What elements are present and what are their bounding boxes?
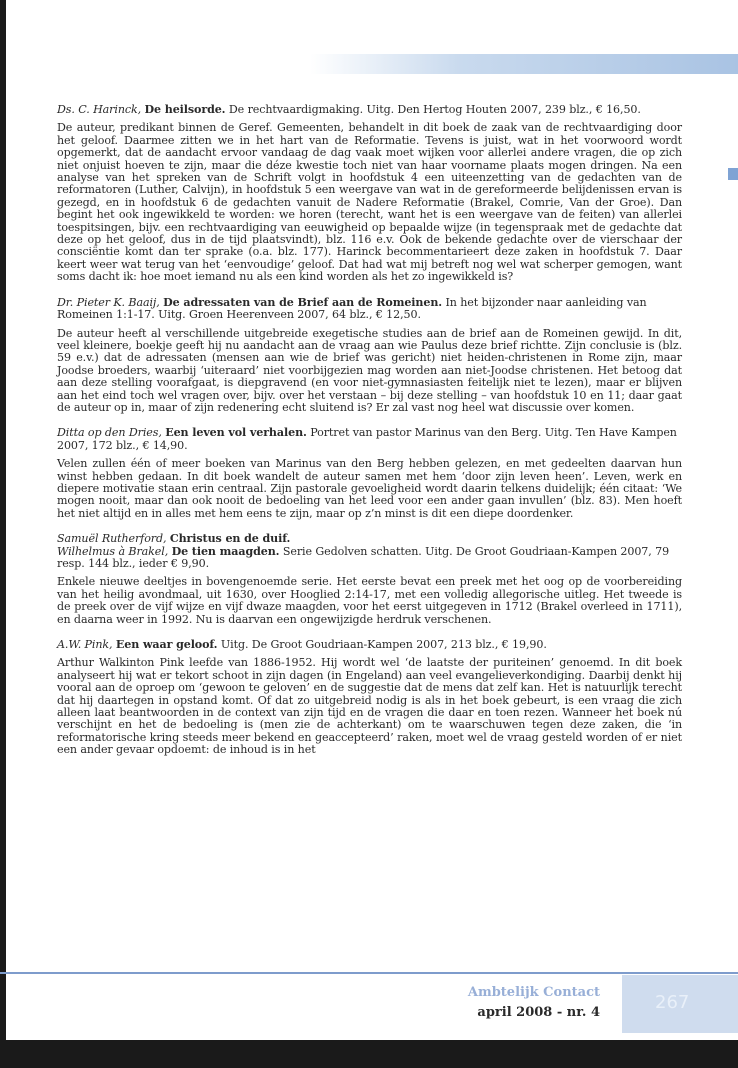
review-title: Een waar geloof. [115,638,218,652]
review-details: In het bijzonder naar aanleiding van Romeinen 1:1-17. Uitg. Groen Heerenveen 2007, 64 blz., € 12,50. [57,295,647,322]
review-author: Wilhelmus à Brakel, [57,544,169,558]
edge-tab-marker [728,168,738,180]
footer-rule [0,972,738,974]
review-details: Portret van pastor Marinus van den Berg. Uitg. Ten Have Kampen 2007, 172 blz., € 14,90. [57,426,677,452]
scan-border-bottom [0,1040,738,1068]
review-title: De heilsorde. [144,103,226,116]
magazine-title: Ambtelijk Contact [467,985,600,1000]
review-column [57,104,682,770]
review-author: Ditta op den Dries, [57,426,162,440]
review-reference [57,104,682,116]
review-body: De auteur heeft al verschillende uitgebreide exegetische studies aan de brief aan de Romeinen gewijd. In dit, veel kleinere, boekje geeft hij nu aandacht aan de vraag aan wie Paulus deze brief richtte. Zijn conclusie is (blz. 59 e.v.) dat de adressaten (mensen aan wie de brief was gericht) niet heiden-christenen in Rome zijn, maar Joodse broeders, waarbij ‘uiteraard’ niet voorbijgezien mag worden aan niet-Joodse christenen. Het betoog dat aan deze stelling voorafgaat, is diepgravend (en voor niet-gymnasiasten feitelijk niet te lezen), maar er blijven aan het eind toch wel vragen over, bijv. over het verstaan – bij deze stelling – van hoofdstuk 10 en 11; daar gaat de auteur op in, maar of zijn redenering echt sluitend is? Er zal vast nog heel wat discussie over komen. [57,326,682,414]
review-author: A.W. Pink, [57,638,113,652]
page-number: 267 [655,992,690,1013]
review-body: Velen zullen één of meer boeken van Marinus van den Berg hebben gelezen, en met gedeelten daarvan hun winst hebben gedaan. In dit boek wandelt de auteur samen met hem ‘door zijn leven heen’. Leven, werk en diepere motivatie staan erin centraal. Zijn pastorale gevoeligheid wordt daarin telkens duidelijk; één citaat: ‘We mogen nooit, maar dan ook nooit de bedoeling van het leed voor een ander gaan invullen’ (blz. 83). Men hoeft het niet altijd en in alles met hem eens te zijn, maar op z’n minst is dit een diepe doordenker. [57,457,682,520]
review-author: Samuël Rutherford, [57,532,167,546]
review-author: Ds. C. Harinck, [57,103,142,116]
review-body: De auteur, predikant binnen de Geref. Gemeenten, behandelt in dit boek de zaak van de rechtvaardiging door het geloof. Daarmee zitten we in het hart van de Reformatie. Tevens is juist, wat in het voorwoord wordt opgemerkt, dat de aandacht ervoor vandaag de dag vaak moet wijken voor allerlei andere vragen, die op zich niet onjuist hoeven te zijn, maar die déze kwestie toch niet van haar voorname plaats mogen dringen. Na een analyse van het spreken van de Schrift volgt in hoofdstuk 4 een uiteenzetting van de gedachten van de reformatoren (Luther, Calvijn), in hoofdstuk 5 een weergave van wat in de gereformeerde belijdenissen ervan is gezegd, en in hoofdstuk 6 de gedachten vanuit de Nadere Reformatie (Brakel, Comrie, Van der Groe). Dan begint het ook ingewikkeld te worden: we horen (terecht, want het is een weergave van de feiten) van allerlei toespitsingen, bijv. een rechtvaardiging van eeuwigheid op bepaalde wijze (in tegenspraak met de gedachte dat deze op het geloof, dus in de tijd plaatsvindt), blz. 116 e.v. Ook de bekende gedachte over de vierschaar der consciëntie komt dan ter sprake (o.a. blz. 177). Harinck becommentarieert deze zaken in hoofdstuk 7. Daar keert weer wat terug van het ‘eenvoudige’ geloof. Dat had wat mij betreft nog wel wat scherper gemogen, want soms dacht ik: hoe moet iemand nu als een kind worden als het zo ingewikkeld is? [57,121,682,284]
review-title: Een leven vol verhalen. [165,426,307,440]
issue-label: april 2008 - nr. 4 [477,1005,600,1020]
review-details: Serie Gedolven schatten. Uitg. De Groot Goudriaan-Kampen 2007, 79 resp. 144 blz., ieder € 9,90. [57,544,670,570]
scan-border-left [0,0,6,1068]
review-title: De tien maagden. [171,544,280,558]
review-body: Arthur Walkinton Pink leefde van 1886-1952. Hij wordt wel ‘de laatste der puriteinen’ genoemd. In dit boek analyseert hij wat er tekort schoot in zijn dagen (in Engeland) aan veel evangelieverkondiging. Daarbij denkt hij vooral aan de oproep om ‘gewoon te geloven’ en de suggestie dat de mens dat zelf kan. Het is natuurlijk terecht dat hij daartegen in opstand komt. Of dat zo uitgebreid nodig is als in het boek gebeurt, is een vraag die zich alleen laat beantwoorden in de context van zijn tijd en de vragen die daar en toen rezen. Wanneer het boek nú verschijnt en het de bedoeling is (men zie de achterkant) om te waarschuwen tegen deze zaken, die ‘in reformatorische kring steeds meer bekend en geaccepteerd’ raken, moet wel de vraag gesteld worden of er niet een ander gevaar opdoemt: de inhoud is in het [57,656,682,757]
review-author: Dr. Pieter K. Baaij, [57,295,160,309]
review-title: Christus en de duif. [169,532,291,546]
header-decoration-band [310,54,738,74]
review-reference [57,639,682,651]
review-body: Enkele nieuwe deeltjes in bovengenoemde serie. Het eerste bevat een preek met het oog op de voorbereiding van het heilig avondmaal, uit 1630, over Hooglied 2:14-17, met een volledig allegorische uitleg. Het tweede is de preek over de vijf wijze en vijf dwaze maagden, voor het eerst uitgegeven in 1712 (Brakel overleed in 1711), en daarna weer in 1992. Nu is daarvan een ongewijzigde herdruk verschenen. [57,575,682,626]
review-details: Uitg. De Groot Goudriaan-Kampen 2007, 213 blz., € 19,90. [220,638,547,652]
review-title: De adressaten van de Brief aan de Romeinen. [163,295,443,309]
review-reference [57,297,682,322]
review-reference [57,546,682,571]
review-details: De rechtvaardigmaking. Uitg. Den Hertog Houten 2007, 239 blz., € 16,50. [228,103,641,116]
review-reference [57,427,682,452]
